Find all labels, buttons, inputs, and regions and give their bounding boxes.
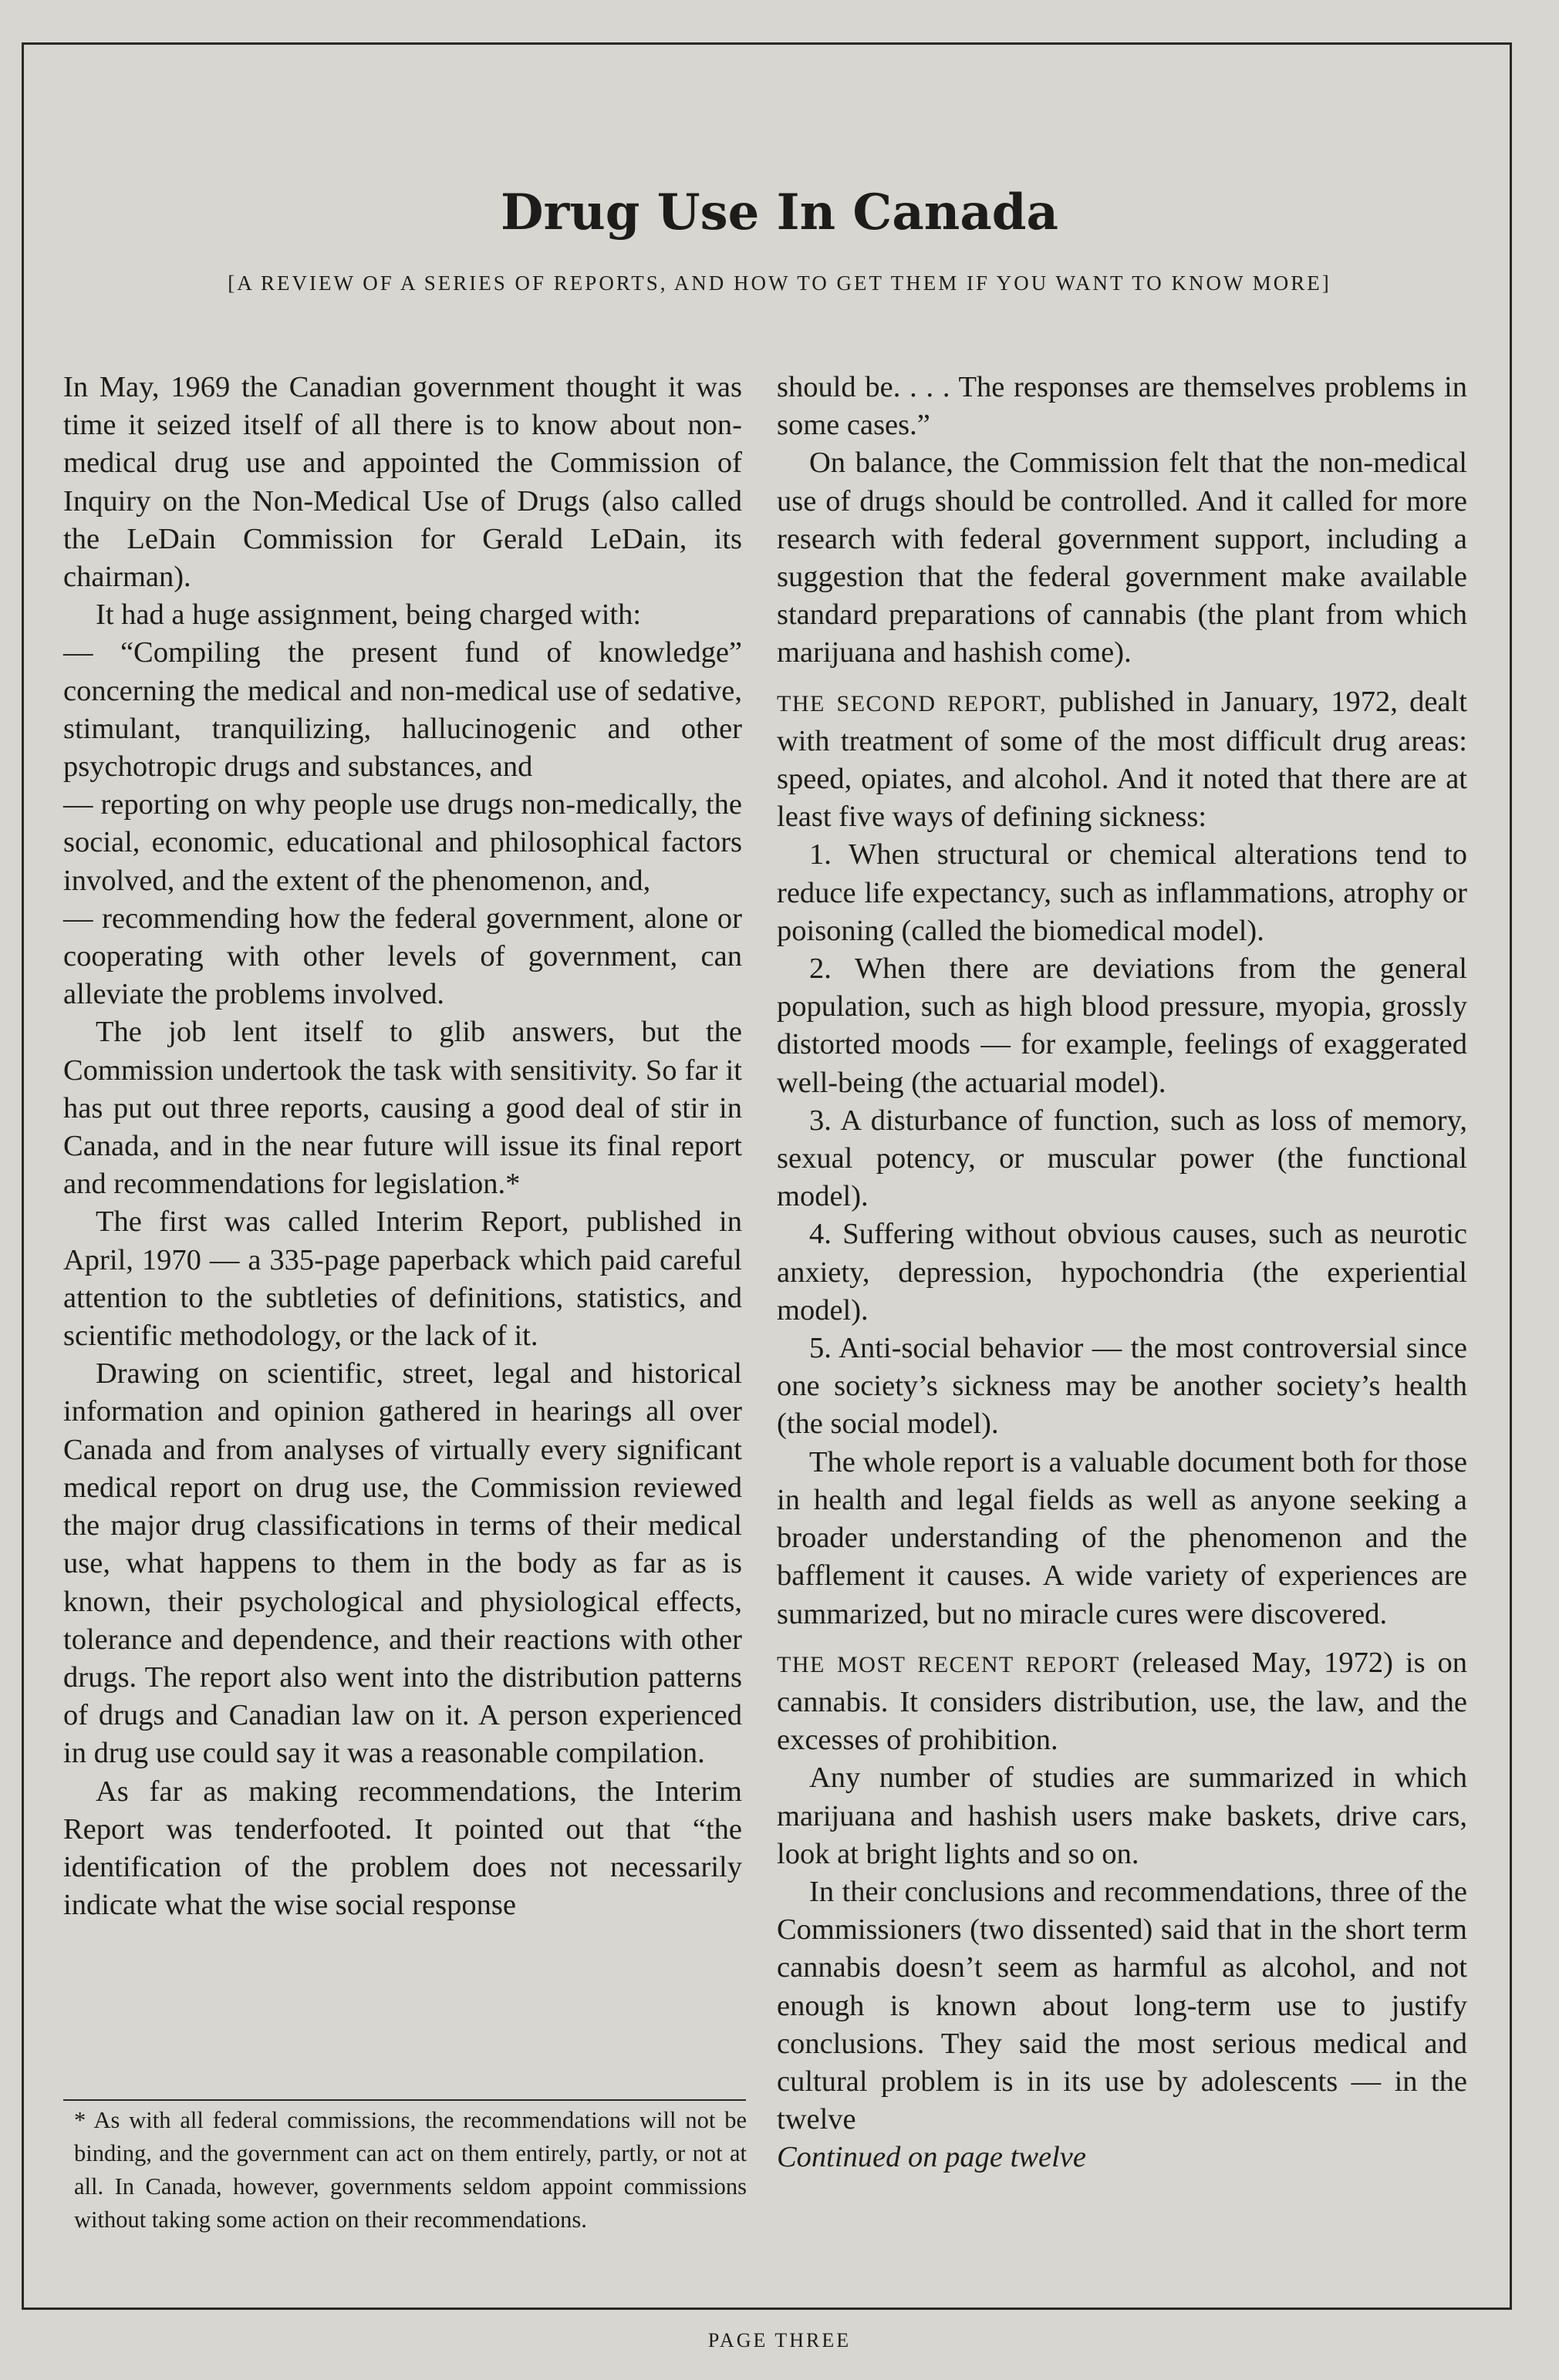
recent-report-lead: THE MOST RECENT REPORT	[777, 1651, 1120, 1677]
sickness-item: 3. A disturbance of function, such as loss of memory, sexual potency, or muscular power (the functional model).	[777, 1104, 1467, 1213]
second-report-lead: THE SECOND REPORT,	[777, 690, 1048, 716]
paragraph: The job lent itself to glib answers, but the Commission undertook the task with sensitivity. So far it has put out three reports, causing a good deal of stir in Canada, and in the near future will issue its final report and recommendations for legislation.*	[63, 1016, 742, 1201]
charge-item: — “Compiling the present fund of knowledge” concerning the medical and non-medical use of sedative, stimulant, tranquilizing, hallucinogenic and other psychotropic drugs and substances, and	[63, 636, 742, 784]
sickness-item: 2. When there are deviations from the general population, such as high blood pressure, myopia, grossly distorted moods — for example, feelings of exaggerated well-being (the actuarial model).	[777, 952, 1467, 1099]
paragraph: should be. . . . The responses are themselves problems in some cases.”	[777, 371, 1467, 442]
sickness-item: 5. Anti-social behavior — the most controversial since one society’s sickness may be another society’s health (the social model).	[777, 1332, 1467, 1441]
footnote-divider	[63, 2099, 746, 2101]
charge-item: — reporting on why people use drugs non-medically, the social, economic, educational and philosophical factors involved, and the extent of the phenomenon, and,	[63, 788, 742, 897]
charge-item: — recommending how the federal government, alone or cooperating with other levels of government, can alleviate the problems involved.	[63, 902, 742, 1011]
paragraph: In their conclusions and recommendations, three of the Commissioners (two dissented) said that in the short term cannabis doesn’t seem as harmful as alcohol, and not enough is known about long-term use to justify conclusions. They said the most serious medical and cultural problem is in its use by adolescents — in the twelve	[777, 1875, 1467, 2136]
recent-report-paragraph	[777, 1644, 1467, 1760]
paragraph: The first was called Interim Report, published in April, 1970 — a 335-page paperback which paid careful attention to the subtleties of definitions, statistics, and scientific methodology, or the lack of it.	[63, 1205, 742, 1353]
page-number: PAGE THREE	[707, 2329, 852, 2351]
sickness-item: 4. Suffering without obvious causes, such as neurotic anxiety, depression, hypochondria (the experiential model).	[777, 1218, 1467, 1327]
paragraph: Drawing on scientific, street, legal and historical information and opinion gathered in hearings all over Canada and from analyses of virtually every significant medical report on drug use, the Commission reviewed the major drug classifications in terms of their medical use, what happens to them in the body as far as is known, their psychological and physiological effects, tolerance and dependence, and their reactions with other drugs. The report also went into the distribution patterns of drugs and Canadian law on it. A person experienced in drug use could say it was a reasonable compilation.	[63, 1357, 742, 1770]
footnote: * As with all federal commissions, the recommendations will not be binding, and the government can act on them entirely, partly, or not at all. In Canada, however, governments seldom appoint commissions without taking some action on their recommendations.	[74, 2107, 747, 2233]
paragraph: Any number of studies are summarized in which marijuana and hashish users make baskets, drive cars, look at bright lights and so on.	[777, 1761, 1467, 1870]
paragraph: It had a huge assignment, being charged with:	[96, 598, 642, 632]
article-subtitle: [A REVIEW OF A SERIES OF REPORTS, AND HOW TO GET THEM IF YOU WANT TO KNOW MORE]	[228, 271, 1331, 295]
second-report-paragraph	[777, 683, 1467, 837]
right-column	[777, 369, 1467, 2177]
paragraph: The whole report is a valuable document both for those in health and legal fields as well as anyone seeking a broader understanding of the phenomenon and the bafflement it causes. A wide variety of experiences are summarized, but no miracle cures were discovered.	[777, 1445, 1467, 1630]
paragraph: In May, 1969 the Canadian government thought it was time it seized itself of all there is to know about non-medical drug use and appointed the Commission of Inquiry on the Non-Medical Use of Drugs (also called the LeDain Commission for Gerald LeDain, its chairman).	[63, 371, 742, 594]
recent-report-text: (released May, 1972) is on cannabis. It considers distribution, use, the law, and the excesses of prohibition.	[777, 1646, 1467, 1757]
sickness-item: 1. When structural or chemical alterations tend to reduce life expectancy, such as inflammations, atrophy or poisoning (called the biomedical model).	[777, 838, 1467, 947]
left-column	[63, 369, 742, 1924]
paragraph: On balance, the Commission felt that the non-medical use of drugs should be controlled. And it called for more research with federal government support, including a suggestion that the federal government make available standard preparations of cannabis (the plant from which marijuana and hashish come).	[777, 447, 1467, 669]
article-title: Drug Use In Canada	[501, 184, 1058, 241]
continued-note: Continued on page twelve	[777, 2141, 1086, 2174]
paragraph: As far as making recommendations, the Interim Report was tenderfooted. It pointed out that “the identification of the problem does not necessarily indicate what the wise social response	[63, 1775, 742, 1922]
second-report-text: published in January, 1972, dealt with treatment of some of the most difficult drug areas: speed, opiates, and alcohol. And it noted that there are at least five ways of defining sickness:	[777, 685, 1467, 834]
